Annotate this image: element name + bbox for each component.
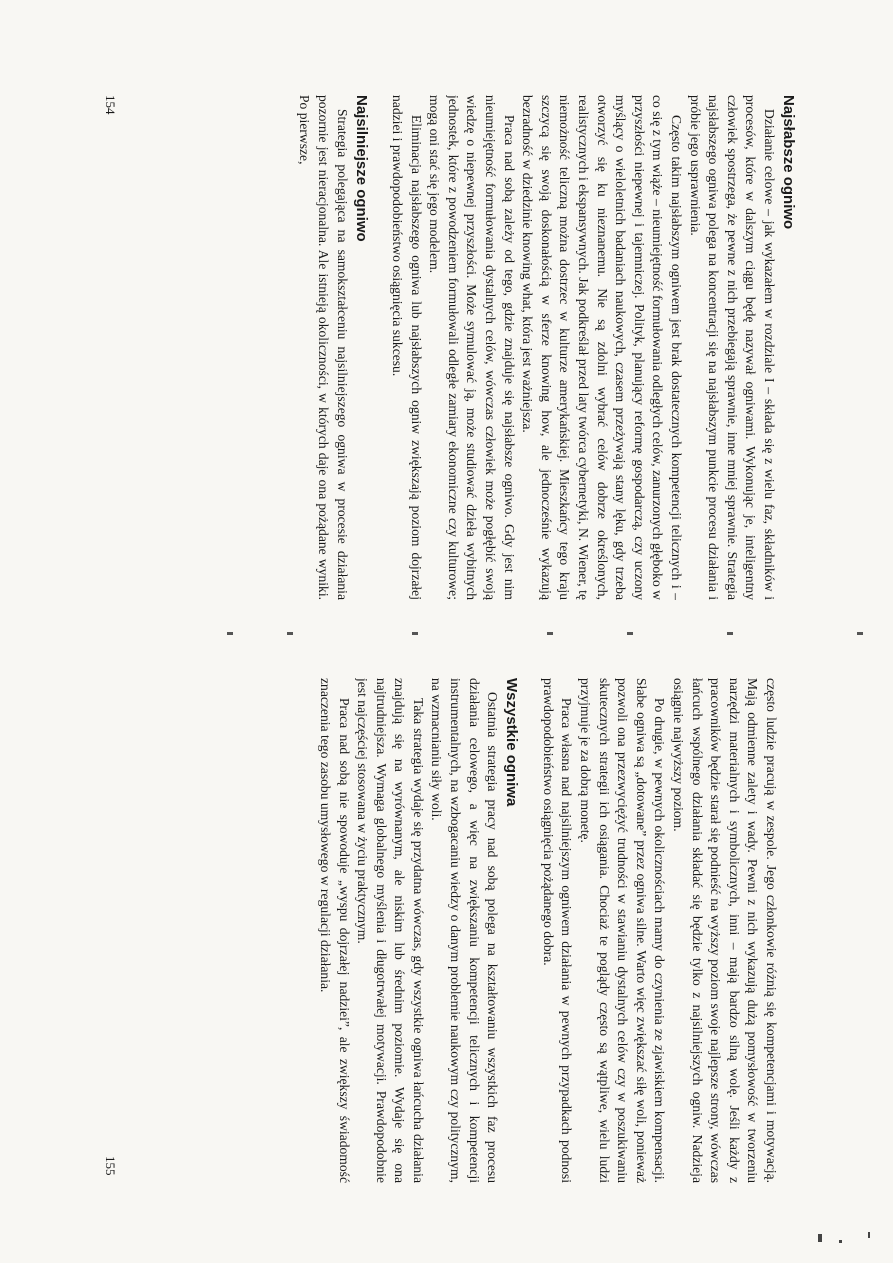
section-heading-strongest-link: Najsilniejsze ogniwo — [352, 95, 370, 242]
paragraph: Po drugie, w pewnych okolicznościach mamy do czynienia ze zjawiskiem kompensacji. Słabe ogniwa są „dotowane” przez ogniwa silne. Warto więc zwiększać siłę woli, ponieważ pozwoli ona przezwyciężyć trudności w stawianiu dystalnych celów czy w poszukiwaniu skutecznych strategii ich osiągania. Chociaż te poglądy często są wątpliwe, wielu ludzi przyjmuje je za dobrą monetę. — [578, 678, 668, 1183]
paragraph: Taka strategia wydaje się przydatna wówczas, gdy wszystkie ogniwa łańcucha działania znajdują się na wyrównanym, ale niskim lub średnim poziomie. Wydaje się ona najtrudniejsza. Wymaga globalnego myślenia i długotrwałej motywacji. Prawdopodobnie jest najczęściej stosowana w życiu praktycznym. — [355, 678, 426, 1183]
left-page-text — [295, 95, 798, 600]
paragraph: Strategia polegająca na samokształceniu najsilniejszego ogniwa w procesie działania pozornie jest nieracjonalna. Ale istnieją okoliczności, w których daje ona pożądane wyniki. Po pierwsze, — [297, 95, 350, 600]
paragraph: Praca nad sobą nie spowoduje „wyspu dojrzałej nadziei”, ale zwiększy świadomość znaczenia tego zasobu umysłowego w regulacji działania. — [317, 678, 352, 1183]
paragraph: Często takim najsłabszym ogniwem jest brak dostatecznych kompetencji telicznych i – co się z tym wiąże – nieumiejętność formułowania odległych celów, zanurzonych głęboko w przyszłości niepewnej i tajemniczej. Polityk, planujący reformę gospodarczą, czy uczony myślący o wieloletnich badaniach naukowych, czasem przeżywają stany lęku, gdy trzeba otworzyć się ku nieznanemu. Nie są zdolni wybrać celów dobrze określonych, realistycznych i ekspansywnych. Jak podkreślał przed laty twórca cybernetyki, N. Wiener, tę niemożność teliczną można dostrzec w kulturze amerykańskiej. Mieszkańcy tego kraju szczycą się swoją doskonałością w sferze knowing how, ale jednocześnie wykazują bezradność w dziedzinie knowing what, która jest ważniejsza. — [520, 95, 685, 600]
section-gap — [371, 95, 388, 600]
section-heading-weakest-link: Najsłabsze ogniwo — [780, 95, 797, 230]
scan-corner-marks — [812, 1232, 872, 1252]
paragraph: często ludzie pracują w zespole. Jego członkowie różnią się kompetencjami i motywacją. Mają odmienne zalety i wady. Pewni z nich wykazują dużą pomysłowość w tworzeniu narzędzi materialnych i symbolicznych, inni – mają bardzo silną wolę. Jeśli każdy z pracowników będzie starał się podnieść na wyższy poziom swoje najlepsze strony, wówczas łańcuch wspólnego działania składać się będzie tylko z najsilniejszych ogniw. Nadzieja osiągnie najwyższy poziom. — [671, 678, 779, 1183]
paragraph: Eliminacja najsłabszego ogniwa lub najsłabszych ogniw zwiększają poziom dojrzałej nadziei i prawdopodobieństwo osiągnięcia sukcesu. — [390, 95, 424, 600]
paragraph: Działanie celowe – jak wykazałem w rozdziale I – składa się z wielu faz, składników i procesów, które w dalszym ciągu będę nazywał ogniwami. Wykonując je, inteligentny człowiek spostrzega, że pewne z nich przebiegają sprawnie, inne mniej sprawnie. Strategia najsłabszego ogniwa polega na koncentracji się na najsłabszym punkcie procesu działania i próbie jego usprawnienia. — [687, 95, 777, 600]
right-page-text — [315, 678, 780, 1183]
section-heading-all-links: Wszystkie ogniwa — [503, 678, 521, 807]
section-gap — [521, 678, 538, 1183]
left-page — [78, 95, 798, 600]
right-page — [78, 678, 798, 1183]
paragraph: Praca nad sobą zależy od tego, gdzie znajduje się najsłabsze ogniwo. Gdy jest nim nieumiejętność formułowania dystalnych celów, wówczas człowiek może pogłębić swoją wiedzę o niepewnej przyszłości. Może symulować ją, może studiować dzieła wybitnych jednostek, które z powodzeniem formułowali odległe zamiary ekonomiczne czy kulturowe; mogą oni stać się jego modelem. — [427, 95, 517, 600]
paragraph: Ostatnia strategia pracy nad sobą polega na kształtowaniu wszystkich faz procesu działania celowego, a więc na zwiększaniu kompetencji telicznych i kompetencji instrumentalnych, na wzbogacaniu wiedzy o danym problemie naukowym czy politycznym, na wzmacnianiu siły woli. — [429, 678, 501, 1183]
page-number-left: 154 — [103, 95, 118, 115]
gutter-binding-marks — [163, 632, 883, 635]
paragraph: Praca własna nad najsilniejszym ogniwem działania w pewnych przypadkach podnosi prawdopodobieństwo osiągnięcia pożądanego dobra. — [540, 678, 575, 1183]
page-number-right: 155 — [103, 1156, 118, 1176]
